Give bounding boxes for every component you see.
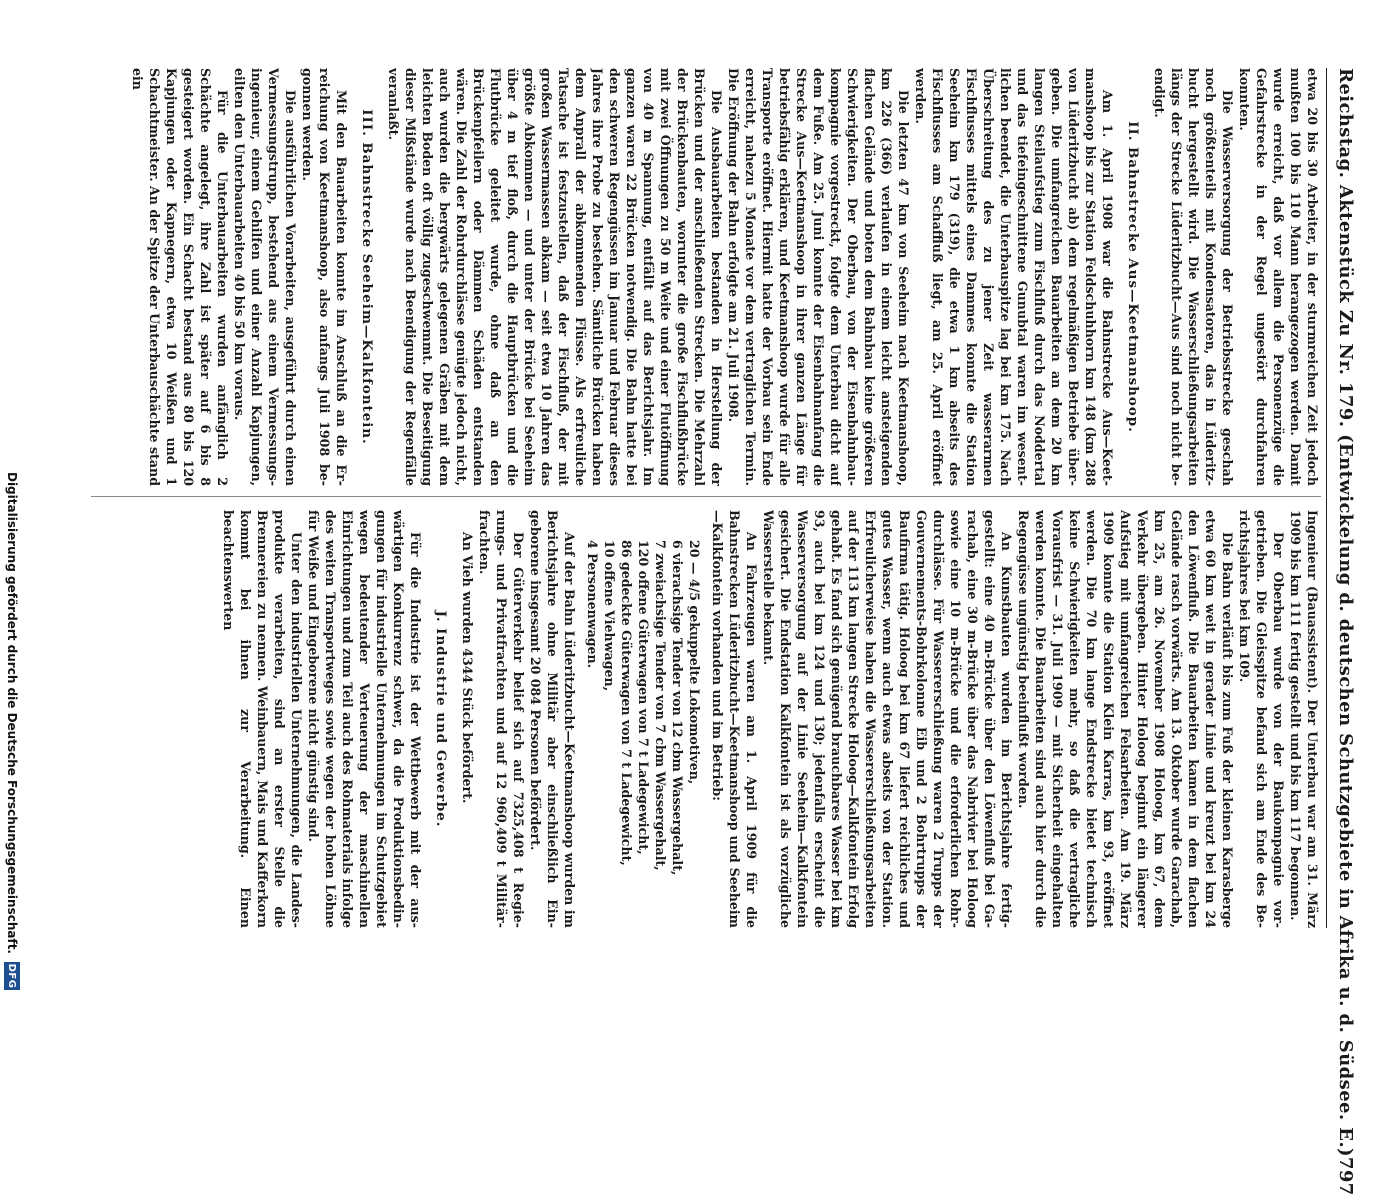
paragraph: Am 1. April 1908 war die Bahnstrecke Aus—Keetmanshoop bis zur Station Feldschuhhorn km 148 (km 288 von Lüderitzbucht ab) dem regelmäßigen Betriebe übergeben. Die umfangreichen Bauarbeiten an dem 20 km langen Steilaufstieg zum Fischfluß durch das Noddertal und das tiefeingeschnittene Gunubtal waren im wesentlichen beendet, die Unterbauspitze lag bei km 175. Nach Überschreitung des zu jener Zeit wasserarmen Fischflusses mittels eines Dammes konnte die Station Seeheim km 179 (319), die etwa 1 km abseits des Fischflusses am Schaffluß liegt, am 25. April eröffnet werden. bbox=[913, 68, 1115, 486]
column-divider bbox=[91, 496, 1321, 497]
header-rule bbox=[1326, 68, 1327, 928]
paragraph: Mit den Bauarbeiten konnte im Anschluß an die Erreichung von Keetmanshoop, also anfangs Juli 1908 begonnen werden. bbox=[300, 68, 349, 486]
section-heading: J. Industrie und Gewerbe. bbox=[433, 610, 449, 828]
paragraph: An Fahrzeugen waren am 1. April 1909 für die Bahnstrecken Lüderitzbucht—Keetmanshoop und Seeheim—Kalkfontein vorhanden und im Betrieb: bbox=[710, 510, 759, 928]
page-header-title: Reichstag. Aktenstück Zu Nr. 179. (Entwickelung d. deutschen Schutzgebiete in Afrika u. d. Südsee. E.) bbox=[1335, 68, 1357, 1157]
section-heading: III. Bahnstrecke Seeheim—Kalkfontein. bbox=[359, 109, 375, 445]
paragraph: An Vieh wurden 4344 Stück befördert. bbox=[460, 532, 475, 804]
right-column bbox=[91, 510, 1321, 928]
digitization-credit bbox=[0, 0, 24, 1000]
section-heading: II. Bahnstrecke Aus—Keetmanshoop. bbox=[1125, 121, 1141, 433]
dfg-logo-icon: DFG bbox=[4, 962, 20, 990]
paragraph: Die Bahn verläuft bis zum Fuß der kleinen Karasberge etwa 60 km weit in gerader Linie und kreuzt bei km 24 den Löwenfluß. Die Bauarbeiten kamen in dem flachen Gelände rasch vorwärts. Am 13. Oktober wurde Garachab, km 25, am 26. November 1908 Holoog, km 67, dem Verkehr übergeben. Hinter Holoog beginnt ein längerer Aufstieg mit umfangreichen Felsarbeiten. Am 19. März 1909 konnte die Station Klein Karras, km 93, eröffnet werden. Die 70 km lange Endstrecke bietet technisch keine Schwierigkeiten mehr, so daß die vertragliche Vorausfrist — 31. Juli 1909 — mit Sicherheit eingehalten werden konnte. Die Bauarbeiten sind auch hier durch die Regengüsse ungünstig beeinflußt worden. bbox=[1016, 510, 1235, 928]
paragraph: An Kunstbauten wurden im Berichtsjahre fertiggestellt: eine 40 m-Brücke über den Löwenfluß bei Garachab, eine 30 m-Brücke über das Nabrivier bei Holoog sowie eine 10 m-Brücke und die erforderlichen Rohrdurchlässe. Für Wassererschließung waren 2 Trupps der Gouvernements-Bohrkolonne Eib und 2 Bohrtrupps der Baufirma tätig. Holoog bei km 67 liefert reichliches und gutes Wasser, wenn auch etwas abseits von der Station. Erfreulicherweise haben die Wassererschließungsarbeiten auf der 113 km langen Strecke Holoog—Kalkfontein Erfolg gehabt. Es fand sich genügend brauchbares Wasser bei km 93, auch bei km 124 und 130; jedenfalls erscheint die Wasserversorgung auf der Linie Seeheim—Kalkfontein gesichert. Die Endstation Kalkfontein ist als vorzügliche Wasserstelle bekannt. bbox=[761, 510, 1014, 928]
paragraph: Der Güterverkehr belief sich auf 7325,408 t Regierungs- und Privatfrachten und auf 12 960,409 t Militärfrachten. bbox=[477, 510, 526, 928]
list-item: 6 vierachsige Tender von 12 cbm Wassergehalt, bbox=[670, 540, 685, 876]
paragraph: Für die Unterbauarbeiten wurden anfänglich 2 Schächte angelegt, ihre Zahl ist später auf 6 bis 8 gesteigert worden. Ein Schacht bestand aus 80 bis 120 Kapjungen oder Kapnegern, etwa 10 Weißen und 1 Schachtmeister. An der Spitze der Unterbauschächte stand ein bbox=[130, 68, 230, 486]
paragraph: Der Oberbau wurde von der Baukompagnie vorgetrieben. Die Gleisspitze befand sich am Ende des Berichtsjahres bei km 109. bbox=[1237, 510, 1286, 928]
paragraph: Die letzten 47 km von Seeheim nach Keetmanshoop, km 226 (366) verlaufen in einem leicht ansteigenden flachen Gelände und boten dem Bahnbau keine größeren Schwierigkeiten. Der Oberbau, von der Eisenbahnbaukompagnie vorgestreckt, folgte dem Unterbau dicht auf dem Fuße. Am 25. Juni konnte der Eisenbahnanfang die Strecke Aus—Keetmanshoop in ihrer ganzen Länge für betriebsfähig erklären, und Keetmanshoop wurde für alle Transporte eröffnet. Hiermit hatte der Vorbau sein Ende erreicht, nahezu 5 Monate vor dem vertraglichen Termin. Die Eröffnung der Bahn erfolgte am 21. Juli 1908. bbox=[726, 68, 911, 486]
paragraph: Ingenieur (Bauassistent). Der Unterbau war am 31. März 1909 bis km 111 fertig gestellt und bis km 117 begonnen. bbox=[1288, 510, 1320, 928]
paragraph: Unter den industriellen Unternehmungen, die Landesprodukte verarbeiten, sind an erster Stelle die Brennereien zu nennen. Weinbauern, Mais und Kafferkorn kommt bei ihnen zur Verarbeitung. Einen beachtenswerten bbox=[221, 510, 304, 928]
list-item: 120 offene Güterwagen von 7 t Ladegewicht, bbox=[636, 540, 651, 855]
page-number: 797 bbox=[1335, 1156, 1357, 1196]
paragraph: Für die Industrie ist der Wettbewerb mit der auswärtigen Konkurrenz schwer, da die Produktionsbedingungen für industrielle Unternehmungen im Schutzgebiet wegen bedeutender Verteuerung der maschinellen Einrichtungen und zum Teil auch des Rohmaterials infolge des weiten Transportweges sowie wegen der hohen Löhne für Weiße und Eingeborene nicht günstig sind. bbox=[306, 510, 423, 928]
list-item: 4 Personenwagen. bbox=[585, 540, 600, 669]
paragraph: Die ausführlichen Vorarbeiten, ausgeführt durch einen Vermessungstrupp, bestehend aus einem Vermessungsingenieur, einem Gehilfen und einer Anzahl Kapjungen, eilten den Unterbauarbeiten 40 bis 50 km voraus. bbox=[232, 68, 298, 486]
list-item: 10 offene Viehwagen, bbox=[602, 540, 617, 692]
paragraph: Die Ausbauarbeiten bestanden in Herstellung der Brücken und der anschließenden Strecken. Die Mehrzahl der Brückenbauten, worunter die große Fischflußbrücke mit zwei Öffnungen zu 50 m Weite und einer Flutöffnung von 40 m Spannung, entfällt auf das Berichtsjahr. Im ganzen waren 22 Brücken notwendig. Die Bahn hatte bei den schweren Regengüssen im Januar und Februar dieses Jahres ihre Probe zu bestehen. Sämtliche Brücken haben dem Anprall der abkommenden Flüsse. Als erfreuliche Tatsache ist festzustellen, daß der Fischfluß, der mit großen Wassermassen abkam — seit etwa 10 Jahren das größte Abkommen — und unter der Brücke bei Seeheim über 4 m tief floß, durch die Hauptbrücken und die Flutbrücke geleitet wurde, ohne daß an den Brückenpfeilern oder Dämmen Schäden entstanden wären. Die Zahl der Rohrdurchlässe genügte jedoch nicht, auch wurden die bergwärts gelegenen Gräben mit dem leichten Boden oft völlig zugeschwemmt. Die Beseitigung dieser Mißstände wurde nach Beendigung der Regenfälle veranlaßt. bbox=[386, 68, 724, 486]
left-column bbox=[91, 68, 1321, 486]
paragraph: etwa 20 bis 30 Arbeiter, in der sturmreichen Zeit jedoch mußten 100 bis 110 Mann herangezogen werden. Damit wurde erreicht, daß vor allem die Personenzüge die Gefahrstrecke in der Regel ungestört durchfahren konnten. bbox=[1237, 68, 1320, 486]
list-item: 86 gedeckte Güterwagen von 7 t Ladegewicht, bbox=[619, 540, 634, 866]
paragraph: Die Wasserversorgung der Betriebsstrecke geschah noch größtenteils mit Kondensatoren, das in Lüderitzbucht hergestellt wird. Die Wasserschließungsarbeiten längs der Strecke Lüderitzbucht—Aus sind noch nicht beendigt. bbox=[1152, 68, 1235, 486]
paragraph: Auf der Bahn Lüderitzbucht—Keetmanshoop wurden im Berichtsjahre ohne Militär aber einschließlich Eingeborene insgesamt 20 084 Personen befördert. bbox=[528, 510, 577, 928]
list-item: 7 zweiachsige Tender von 7 cbm Wassergehalt, bbox=[653, 540, 668, 871]
credit-text: Digitalisierung gefördert durch die Deutsche Forschungsgemeinschaft. bbox=[5, 471, 19, 954]
page-header bbox=[1331, 68, 1361, 1196]
list-item: 20 — 4/5 gekuppelte Lokomotiven, bbox=[687, 540, 702, 785]
rolling-stock-list bbox=[584, 540, 703, 928]
